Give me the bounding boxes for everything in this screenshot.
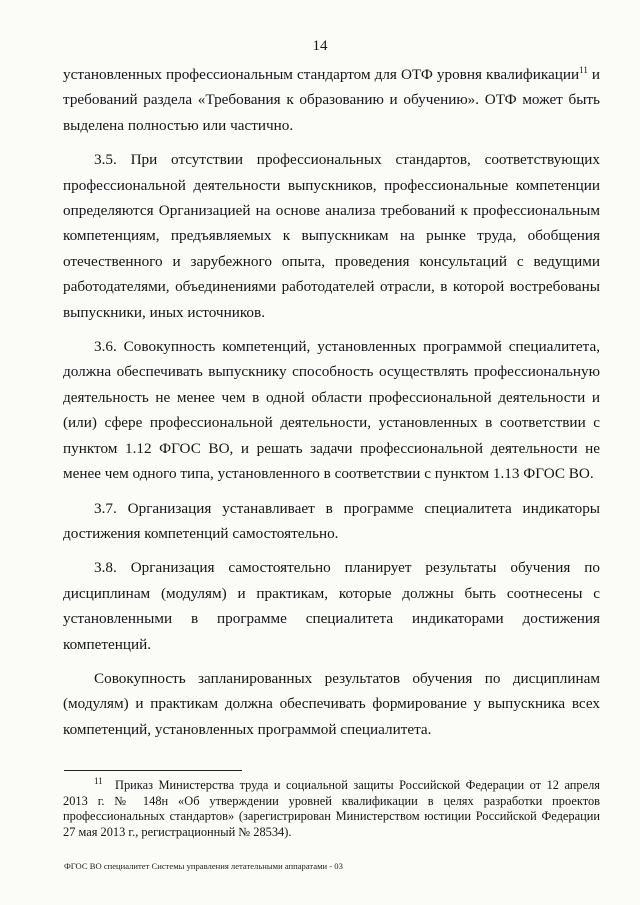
footnote-reference: 11 [579,64,588,75]
document-body [63,62,600,751]
paragraph-continuation [63,62,600,138]
footnote [63,775,600,840]
paragraph-3-8: 3.8. Организация самостоятельно планирует результаты обучения по дисциплинам (модулям) и практикам, которые должны быть соотнесены с установленными в программе специалитета индикаторами достижения компетенций. [63,559,600,653]
page-footer: ФГОС ВО специалитет Системы управления летательными аппаратами - 03 [64,861,343,871]
paragraph-3-5: 3.5. При отсутствии профессиональных стандартов, соответствующих профессиональной деятельности выпускников, профессиональные компетенции определяются Организацией на основе анализа требований к профессиональным компетенциям, предъявляемых к выпускникам на рынке труда, обобщения отечественного и зарубежного опыта, проведения консультаций с ведущими работодателями, объединениями работодателей отрасли, в которой востребованы выпускники, иных источников. [63,151,600,321]
paragraph-3-6: 3.6. Совокупность компетенций, установленных программой специалитета, должна обеспечивать выпускнику способность осуществлять профессиональную деятельность не менее чем в одной области профессиональной деятельности и (или) сфере профессиональной деятельности, установленных в соответствии с пунктом 1.12 ФГОС ВО, и решать задачи профессиональной деятельности не менее чем одного типа, установленного в соответствии с пунктом 1.13 ФГОС ВО. [63,338,600,483]
footnote-text: Приказ Министерства труда и социальной защиты Российской Федерации от 12 апреля 2013 г. № 148н «Об утверждении уровней квалификации в целях разработки проектов профессиональных стандартов» (зарегистрирован Министерством юстиции Российской Федерации 27 мая 2013 г., регистрационный № 28534). [63,778,600,839]
footnote-divider [64,770,242,771]
page-number: 14 [312,38,328,54]
paragraph-3-7: 3.7. Организация устанавливает в программе специалитета индикаторы достижения компетенций самостоятельно. [63,499,600,542]
paragraph-text-after: и требований раздела «Требования к образованию и обучению». ОТФ может быть выделена полностью или частично. [63,66,600,134]
footnote-mark: 11 [94,775,103,786]
paragraph-summary: Совокупность запланированных результатов обучения по дисциплинам (модулям) и практикам должна обеспечивать формирование у выпускника всех компетенций, установленных программой специалитета. [63,669,600,738]
paragraph-text: установленных профессиональным стандартом для ОТФ уровня квалификации [63,66,580,83]
